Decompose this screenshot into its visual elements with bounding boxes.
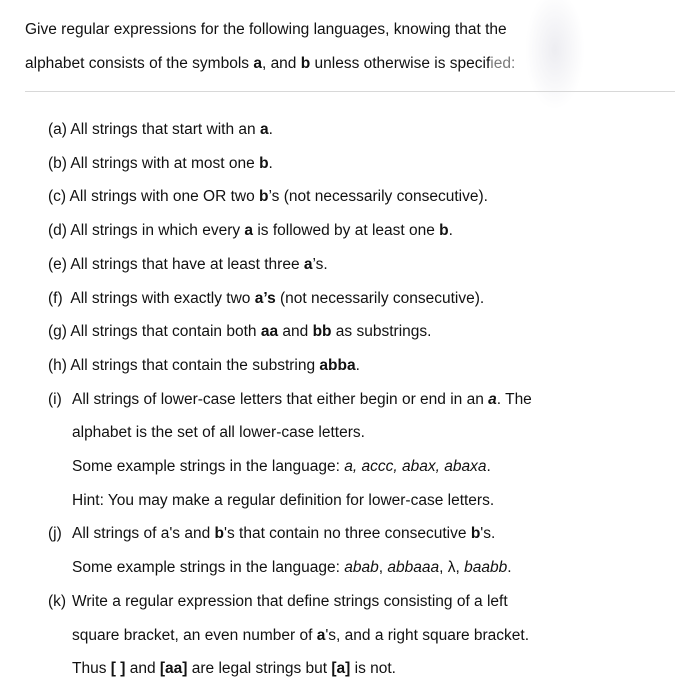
item-text: ’s (not necessarily consecutive). <box>268 188 488 206</box>
item-j-line1 <box>48 517 593 551</box>
item-bold: b <box>259 154 269 172</box>
item-k-line3 <box>48 652 593 686</box>
item-text: . The <box>496 390 532 408</box>
item-h <box>48 349 593 383</box>
item-text: , λ, <box>439 559 465 577</box>
item-bold: a <box>259 121 269 138</box>
symbol-b: b <box>300 55 311 72</box>
item-text-block <box>72 383 593 417</box>
item-text: . <box>448 222 453 240</box>
item-text: is not. <box>350 660 396 678</box>
item-bold: b <box>439 222 449 240</box>
item-text-block <box>72 517 593 551</box>
question-list <box>48 113 593 686</box>
item-label: (k) <box>48 592 67 610</box>
item-text: are legal strings but <box>187 660 332 678</box>
item-bold: b <box>470 525 481 543</box>
item-c <box>48 180 593 214</box>
item-text: and <box>125 660 160 678</box>
item-text: Thus <box>72 660 111 678</box>
item-i <box>48 383 593 518</box>
item-bold: a <box>316 626 326 644</box>
item-bold: abba <box>319 356 356 374</box>
examples-list: a, accc, abax, abaxa <box>344 458 487 476</box>
item-g <box>48 315 593 349</box>
item-i-line2: alphabet is the set of all lower-case letters. <box>72 424 365 442</box>
item-label: (a) <box>48 121 71 138</box>
item-text: square bracket, an even number of <box>72 626 317 644</box>
item-bold: [aa] <box>159 660 188 678</box>
item-i-examples <box>48 450 593 484</box>
item-label: (c) <box>48 188 70 206</box>
item-e <box>48 248 593 282</box>
example-string: baabb <box>464 559 508 577</box>
item-text: , <box>378 559 388 577</box>
item-bold: bb <box>312 323 332 341</box>
item-i-line1 <box>48 383 593 417</box>
item-k-line2 <box>48 619 593 653</box>
item-text: All strings with exactly two <box>70 289 255 307</box>
item-bold: a <box>488 390 497 408</box>
item-text: 's, and a right square bracket. <box>325 626 530 644</box>
item-d <box>48 214 593 248</box>
item-label: (e) <box>48 255 71 273</box>
item-label: (f) <box>48 289 71 307</box>
item-text: is followed by at least one <box>253 222 440 240</box>
item-bold: b <box>214 525 224 543</box>
item-label: (h) <box>48 356 71 374</box>
item-text: . <box>355 356 360 374</box>
item-text: All strings that contain both <box>70 323 261 341</box>
item-text: 's. <box>480 525 496 543</box>
item-f <box>48 282 593 316</box>
item-k <box>48 585 593 686</box>
item-text: as substrings. <box>331 323 432 341</box>
item-text: All strings with at most one <box>70 154 260 172</box>
intro-line2-pre: alphabet consists of the symbols <box>25 55 254 72</box>
item-text: ’s. <box>312 255 328 273</box>
item-bold: aa <box>260 323 279 341</box>
example-string: abab <box>344 559 379 577</box>
examples-label: Some example strings in the language: <box>72 559 345 577</box>
item-label: (i) <box>48 390 62 408</box>
item-j <box>48 517 593 584</box>
item-b <box>48 147 593 181</box>
item-text: All strings with one OR two <box>69 188 260 206</box>
item-text: and <box>278 323 313 341</box>
item-text: . <box>507 559 512 577</box>
item-text: (not necessarily consecutive). <box>275 289 485 307</box>
item-text: All strings in which every <box>70 222 245 240</box>
item-text: . <box>268 154 273 172</box>
item-a <box>48 113 593 147</box>
item-bold: b <box>259 188 269 206</box>
item-text: All strings that contain the substring <box>70 356 320 374</box>
item-bold: [ ] <box>110 660 126 678</box>
symbol-a: a <box>253 55 262 72</box>
example-string: abbaaa <box>387 559 440 577</box>
item-text: All strings that have at least three <box>70 255 304 273</box>
examples-label: Some example strings in the language: <box>72 458 345 476</box>
item-bold: [a] <box>331 660 351 678</box>
item-label: (b) <box>48 154 71 172</box>
intro-line2-faded: ied: <box>490 55 516 72</box>
item-text: All strings of lower-case letters that either begin or end in an <box>72 390 489 408</box>
item-text: . <box>268 121 273 138</box>
intro-comma-and: , and <box>261 55 301 72</box>
intro-line1: Give regular expressions for the following languages, knowing that the <box>25 21 507 38</box>
item-i-hint: Hint: You may make a regular definition for lower-case letters. <box>72 491 495 509</box>
item-text: 's that contain no three consecutive <box>224 525 471 543</box>
intro-paragraph <box>25 13 595 81</box>
item-bold: a <box>244 222 254 240</box>
intro-line2-post: unless otherwise is specif <box>310 55 491 72</box>
item-bold: a’s <box>254 289 276 307</box>
item-label: (j) <box>48 525 62 543</box>
divider <box>25 91 675 92</box>
item-label: (d) <box>48 222 71 240</box>
item-k-line1 <box>48 585 593 619</box>
item-text: All strings of a's and <box>72 525 215 543</box>
item-text: All strings that start with an <box>70 121 260 138</box>
item-text: Write a regular expression that define strings consisting of a left <box>72 592 508 610</box>
item-label: (g) <box>48 323 71 341</box>
item-text: . <box>486 458 491 476</box>
item-j-examples <box>48 551 593 585</box>
item-bold: a <box>303 255 313 273</box>
